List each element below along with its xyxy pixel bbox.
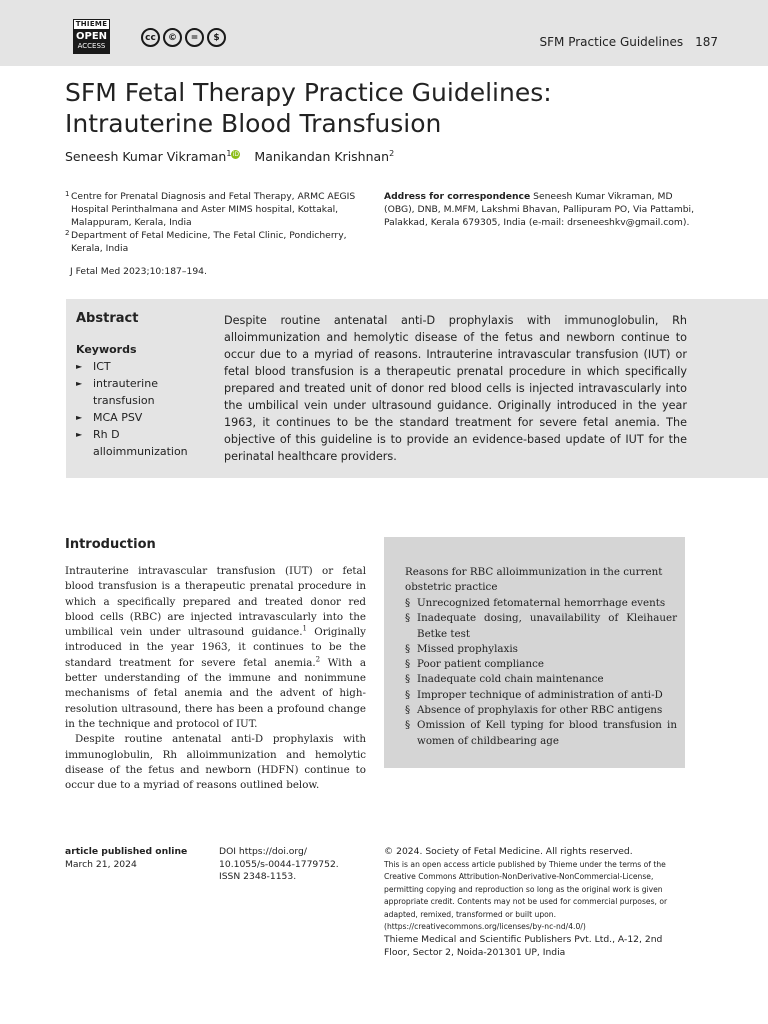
reason-item: § Inadequate dosing, unavailability of Kleihauer Betke test <box>405 611 677 642</box>
reason-item: § Missed prophylaxis <box>405 642 677 657</box>
keywords-list <box>76 358 206 460</box>
orcid-icon[interactable]: iD <box>232 151 240 158</box>
author-affiliation-number: 1 <box>226 149 232 158</box>
nd-icon: = <box>185 28 204 47</box>
introduction-heading: Introduction <box>65 537 156 552</box>
introduction-body <box>65 564 366 793</box>
author-name: Seneesh Kumar Vikraman <box>65 149 227 165</box>
affiliation-text: Department of Fetal Medicine, The Fetal Clinic, Pondicherry, Kerala, India <box>71 230 347 254</box>
affiliations <box>65 190 375 255</box>
article-title: SFM Fetal Therapy Practice Guidelines: Intrauterine Blood Transfusion <box>65 78 552 138</box>
reason-item: § Omission of Kell typing for blood transfusion in women of childbearing age <box>405 718 677 749</box>
introduction-paragraph: Despite routine antenatal anti-D prophylaxis with immunoglobulin, Rh alloimmunization and hemolytic disease of the fetus and newborn (HDFN) continue to occur due to a myriad of reasons outlined below. <box>65 733 366 792</box>
reference-number[interactable]: 2 <box>315 655 321 664</box>
paragraph-text: Intrauterine intravascular transfusion (IUT) or fetal blood transfusion is a therapeutic prenatal procedure in which a specifically prepared and treated donor red blood cells (RBC) are injected intravascularly into the umbilical vein under ultrasound guidance. <box>65 565 366 639</box>
keyword-item: ► intrauterine transfusion <box>76 375 206 409</box>
doi-line[interactable]: 10.1055/s-0044-1779752. <box>219 858 339 870</box>
correspondence-address <box>384 190 704 229</box>
logo-line3: ACCESS <box>77 42 106 50</box>
reasons-list <box>405 596 677 749</box>
nc-icon: $ <box>207 28 226 47</box>
cc-icon: cc <box>141 28 160 47</box>
thieme-open-access-logo <box>73 19 110 54</box>
doi-line[interactable]: DOI https://doi.org/ <box>219 846 307 857</box>
doi-info <box>219 846 359 884</box>
copyright-info <box>384 846 684 959</box>
abstract-text: Despite routine antenatal anti-D prophylaxis with immunoglobulin, Rh alloimmunization and hemolytic disease of the fetus and newborn continue to occur due to a myriad of reasons. Intrauterine intravascular transfusion (IUT) or fetal blood transfusion is a therapeutic prenatal procedure in which specifically prepared and treated unit of donor red blood cells is injected intravascularly into the umbilical vein under ultrasound guidance. Originally introduced in the year 1963, it continues to be the standard treatment for severe fetal anemia. The objective of this guideline is to provide an evidence-based update of IUT for the perinatal healthcare providers. <box>224 314 687 463</box>
reason-item: § Improper technique of administration of anti-D <box>405 688 677 703</box>
affiliation-item <box>65 229 375 255</box>
copyright-line: © 2024. Society of Fetal Medicine. All rights reserved. <box>384 846 633 857</box>
by-icon: © <box>163 28 182 47</box>
reason-item: § Unrecognized fetomaternal hemorrhage events <box>405 596 677 611</box>
affiliation-number: 1 <box>65 190 70 198</box>
abstract-heading: Abstract <box>76 311 139 326</box>
author-affiliation-number: 2 <box>389 149 395 158</box>
license-text: This is an open access article published by Thieme under the terms of the Creative Commons Attribution-NonDerivative-NonCommercial-License, permitting copying and reproduction so long as the original work is given appropriate credit. Contents may not be used for commercial purposes, or adapted, remixed, transformed or built upon. (https://creativecommons.org/licenses/by-nc-nd/4.0/) <box>384 859 668 932</box>
published-date: March 21, 2024 <box>65 858 137 870</box>
affiliation-text: Centre for Prenatal Diagnosis and Fetal Therapy, ARMC AEGIS Hospital Perinthalmana and Aster MIMS hospital, Kottakal, Malappuram, Kerala, India <box>71 191 356 228</box>
paragraph-text: With a better understanding of the immune and nonimmune mechanisms of fetal anemia and the advent of high-resolution ultrasound, there has been a profound change in the technique and protocol of IUT. <box>65 656 366 730</box>
publisher-address: Thieme Medical and Scientific Publishers Pvt. Ltd., A-12, 2nd Floor, Sector 2, Noida-201301 UP, India <box>384 934 663 958</box>
keywords-heading: Keywords <box>76 343 137 356</box>
running-head <box>540 35 718 49</box>
affiliation-number: 2 <box>65 229 70 237</box>
correspondence-label: Address for correspondence <box>384 191 531 202</box>
header-band <box>0 0 768 66</box>
logo-line1: THIEME <box>73 19 110 30</box>
reference-number[interactable]: 1 <box>302 624 307 633</box>
publication-info <box>65 846 215 871</box>
journal-citation: J Fetal Med 2023;10:187–194. <box>70 266 207 277</box>
correspondence-text: Seneesh Kumar Vikraman, MD (OBG), DNB, M.MFM, Lakshmi Bhavan, Pallipuram PO, Via Pattambi, Palakkad, Kerala 679305, India (e-mail: drseneeshkv@gmail.com). <box>384 191 695 228</box>
reason-item: § Poor patient compliance <box>405 657 677 672</box>
keyword-item: ► Rh D alloimmunization <box>76 426 206 460</box>
author-list <box>65 149 394 164</box>
published-label: article published online <box>65 846 188 857</box>
logo-line2: OPEN <box>75 31 108 42</box>
paragraph-text: Originally introduced in the year 1963, it continues to be the standard treatment for severe fetal anemia. <box>65 626 366 669</box>
reasons-title: Reasons for RBC alloimmunization in the current obstetric practice <box>405 566 663 594</box>
abstract-box <box>66 299 768 478</box>
reasons-box <box>384 537 685 768</box>
issn: ISSN 2348-1153. <box>219 871 297 882</box>
introduction-paragraph <box>65 564 366 732</box>
author-name: Manikandan Krishnan <box>254 149 390 165</box>
reason-item: § Inadequate cold chain maintenance <box>405 672 677 687</box>
keyword-item: ► MCA PSV <box>76 409 206 426</box>
keyword-item: ► ICT <box>76 358 206 375</box>
page-number: 187 <box>695 35 718 49</box>
reason-item: § Absence of prophylaxis for other RBC antigens <box>405 703 677 718</box>
license-icons <box>141 28 226 47</box>
affiliation-item <box>65 190 375 229</box>
running-title: SFM Practice Guidelines <box>539 35 684 49</box>
